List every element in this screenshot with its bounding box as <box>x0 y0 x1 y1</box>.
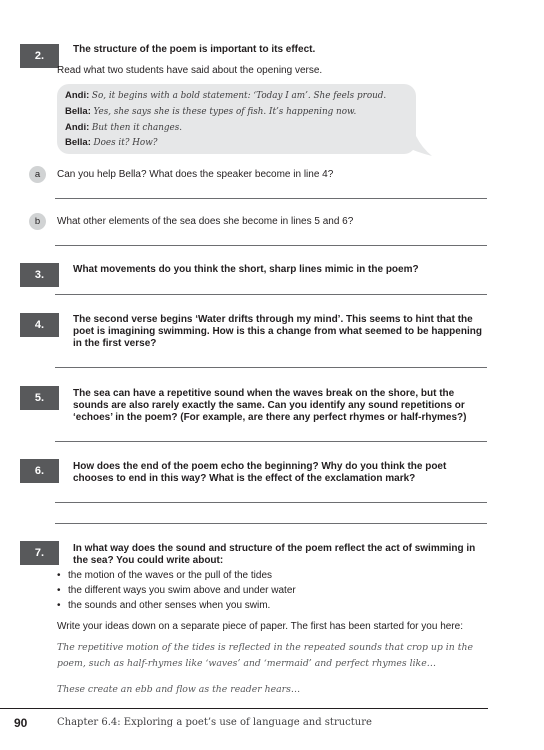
question-number-2: 2. <box>20 44 59 68</box>
sub-question-a-text: Can you help Bella? What does the speaker become in line 4? <box>57 169 334 180</box>
dialogue-speaker: Andi: <box>65 90 90 101</box>
example-answer-1: The repetitive motion of the tides is reflected in the repeated sounds that crop up in the poem, such as half-rhymes like ‘waves’ and ‘mermaid’ and perfect rhymes like… <box>57 642 473 669</box>
answer-line[interactable] <box>55 367 487 368</box>
question-number-3: 3. <box>20 263 59 287</box>
list-item: • the different ways you swim above and under water <box>56 583 486 598</box>
example-answer-2: These create an ebb and flow as the reader hears… <box>57 684 301 695</box>
question-4-text: The second verse begins ‘Water drifts through my mind’. This seems to hint that the poet is imagining swimming. How is this a change from what seemed to be happening in the first verse? <box>73 314 482 349</box>
dialogue-line <box>65 106 356 118</box>
question-6-text: How does the end of the poem echo the beginning? Why do you think the poet chooses to end in this way? What is the effect of the exclamation mark? <box>73 461 447 484</box>
footer-rule <box>0 708 488 709</box>
dialogue-utterance: But then it changes. <box>91 123 183 133</box>
sub-question-b-text: What other elements of the sea does she become in lines 5 and 6? <box>57 216 354 227</box>
answer-line[interactable] <box>55 294 487 295</box>
question-7-text: In what way does the sound and structure of the poem reflect the act of swimming in the sea? You could write about: <box>73 543 476 566</box>
dialogue-line <box>65 90 386 102</box>
answer-line[interactable] <box>55 245 487 246</box>
answer-line[interactable] <box>55 198 487 199</box>
dialogue-speaker: Bella: <box>65 137 91 148</box>
dialogue-speaker: Andi: <box>65 122 90 133</box>
question-7-instruction: Write your ideas down on a separate piece of paper. The first has been started for you here: <box>57 621 463 632</box>
answer-line[interactable] <box>55 441 487 442</box>
sub-question-label-a: a <box>29 166 46 183</box>
question-number-6: 6. <box>20 459 59 483</box>
bullet-list <box>56 568 486 613</box>
question-number-5: 5. <box>20 386 59 410</box>
dialogue-line <box>65 122 182 134</box>
dialogue-utterance: So, it begins with a bold statement: ‘Today I am’. She feels proud. <box>91 91 387 101</box>
page-number: 90 <box>14 716 28 730</box>
chapter-title: Chapter 6.4: Exploring a poet’s use of language and structure <box>57 717 372 728</box>
speech-bubble-tail <box>404 136 434 158</box>
answer-line[interactable] <box>55 523 487 524</box>
dialogue-utterance: Does it? How? <box>93 138 158 148</box>
answer-line[interactable] <box>55 502 487 503</box>
question-3-text: What movements do you think the short, sharp lines mimic in the poem? <box>73 264 419 275</box>
question-5-text: The sea can have a repetitive sound when the waves break on the shore, but the sounds are also rarely exactly the same. Can you identify any sound repetitions or ‘echoes’ in the poem? (For example, are there any perfect rhymes or half-rhymes?) <box>73 388 467 423</box>
dialogue-utterance: Yes, she says she is these types of fish. It’s happening now. <box>93 107 357 117</box>
question-2-intro: Read what two students have said about the opening verse. <box>57 65 323 76</box>
question-number-7: 7. <box>20 541 59 565</box>
list-item: • the sounds and other senses when you swim. <box>56 598 486 613</box>
question-2-text: The structure of the poem is important to its effect. <box>73 44 316 55</box>
dialogue-line <box>65 137 157 149</box>
question-number-4: 4. <box>20 313 59 337</box>
list-item: • the motion of the waves or the pull of the tides <box>56 568 486 583</box>
dialogue-speaker: Bella: <box>65 106 91 117</box>
sub-question-label-b: b <box>29 213 46 230</box>
